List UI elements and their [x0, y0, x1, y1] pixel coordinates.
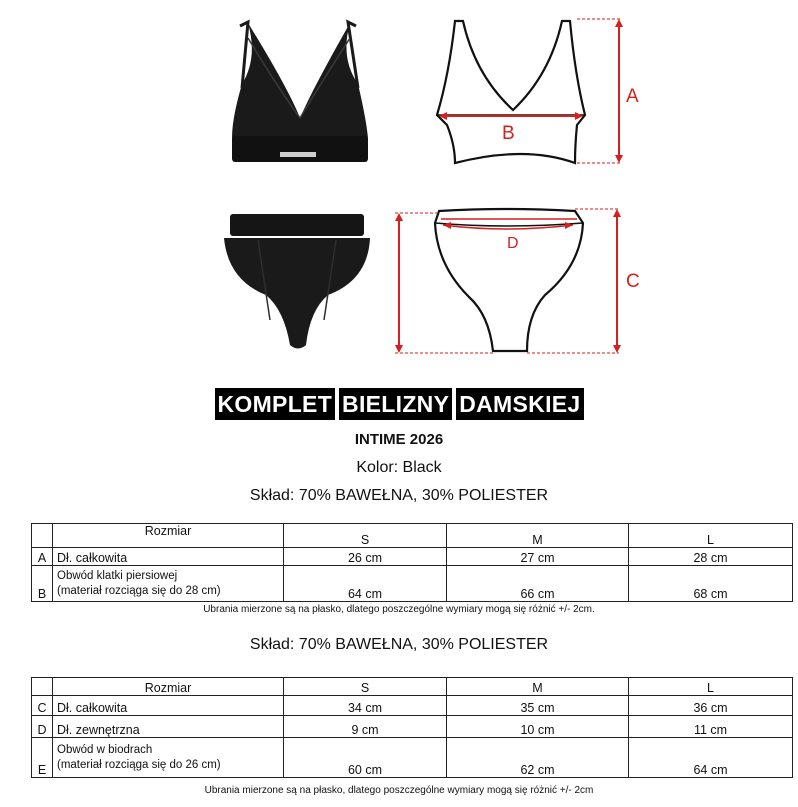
row-letter: D	[32, 716, 53, 738]
size-header: L	[629, 678, 793, 696]
measurement-note-bottom: Ubrania mierzone są na płasko, dlatego poszczególne wymiary mogą się różnić +/- 2cm	[204, 785, 594, 796]
composition-bottom: Skład: 70% BAWEŁNA, 30% POLIESTER	[249, 636, 549, 653]
row-label-cell	[53, 738, 284, 778]
color-info: Kolor: Black	[356, 459, 442, 476]
row-letter: A	[32, 548, 53, 566]
row-value: 68 cm	[629, 566, 793, 602]
table-row	[32, 716, 793, 738]
row-value: 10 cm	[447, 716, 629, 738]
table-header-row	[32, 678, 793, 696]
row-value: 60 cm	[284, 738, 447, 778]
row-letter: B	[32, 566, 53, 602]
dimension-label-a: A	[626, 86, 639, 107]
dimension-label-c: C	[626, 271, 640, 292]
row-value: 36 cm	[629, 696, 793, 716]
size-table-bottom	[31, 677, 793, 778]
size-header-label: Rozmiar	[53, 678, 284, 696]
row-sublabel: (materiał rozciąga się do 26 cm)	[57, 758, 221, 771]
row-value: 9 cm	[284, 716, 447, 738]
dimension-label-b: B	[502, 123, 515, 144]
dimension-label-d: D	[507, 235, 519, 252]
bra-photo	[218, 18, 378, 178]
table-row	[32, 696, 793, 716]
row-value: 27 cm	[447, 548, 629, 566]
row-value: 28 cm	[629, 548, 793, 566]
size-table-top	[31, 523, 793, 602]
row-value: 64 cm	[629, 738, 793, 778]
briefs-diagram	[385, 205, 625, 357]
row-value: 64 cm	[284, 566, 447, 602]
table-row	[32, 738, 793, 778]
row-value: 66 cm	[447, 566, 629, 602]
product-title	[0, 388, 798, 420]
model-name: INTIME 2026	[354, 431, 444, 448]
table-header-row	[32, 524, 793, 548]
row-sublabel: (materiał rozciąga się do 28 cm)	[57, 584, 221, 597]
title-word: DAMSKIEJ	[456, 388, 583, 420]
row-label: Dł. całkowita	[53, 548, 284, 566]
briefs-photo	[218, 210, 378, 360]
size-header: M	[447, 678, 629, 696]
row-value: 35 cm	[447, 696, 629, 716]
row-label-cell	[53, 566, 284, 602]
row-letter: C	[32, 696, 53, 716]
size-header-label: Rozmiar	[53, 524, 284, 548]
row-label: Obwód klatki piersiowej	[57, 569, 178, 582]
composition-top: Skład: 70% BAWEŁNA, 30% POLIESTER	[249, 487, 549, 504]
row-label: Dł. zewnętrzna	[53, 716, 284, 738]
size-header: S	[284, 678, 447, 696]
row-label: Dł. całkowita	[53, 696, 284, 716]
row-letter: E	[32, 738, 53, 778]
table-row	[32, 548, 793, 566]
title-word: BIELIZNY	[339, 388, 452, 420]
row-value: 11 cm	[629, 716, 793, 738]
table-row	[32, 566, 793, 602]
row-value: 62 cm	[447, 738, 629, 778]
title-word: KOMPLET	[215, 388, 336, 420]
row-value: 34 cm	[284, 696, 447, 716]
size-header: M	[447, 524, 629, 548]
bra-diagram	[425, 15, 640, 175]
size-header: L	[629, 524, 793, 548]
row-label: Obwód w biodrach	[57, 743, 153, 756]
size-header: S	[284, 524, 447, 548]
row-value: 26 cm	[284, 548, 447, 566]
measurement-note-top: Ubrania mierzone są na płasko, dlatego poszczególne wymiary mogą się różnić +/- 2cm.	[203, 604, 595, 615]
